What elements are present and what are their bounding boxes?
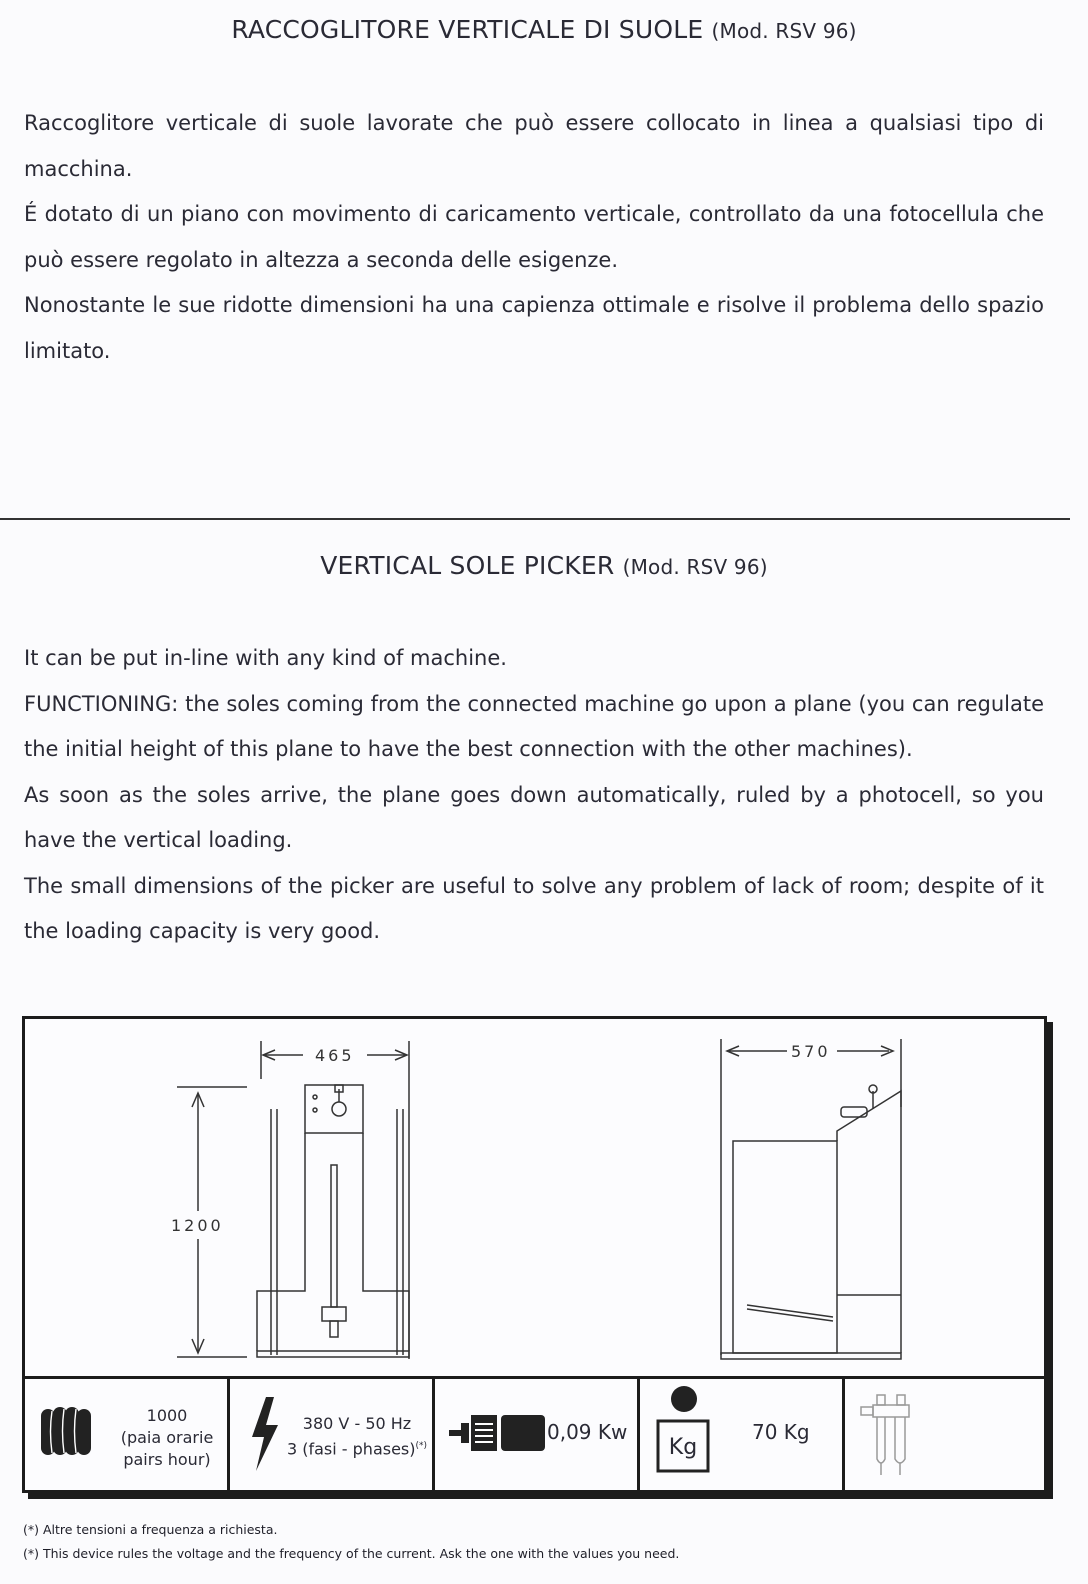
english-paragraph: As soon as the soles arrive, the plane goes down automatically, ruled by a photocell, so you have the vertical loading. bbox=[24, 782, 1044, 852]
production-unit-it: (paia orarie bbox=[120, 1428, 214, 1447]
production-unit-en: pairs hour) bbox=[123, 1450, 211, 1469]
weight-icon bbox=[652, 1385, 710, 1477]
spec-production bbox=[25, 1379, 230, 1493]
production-value: 1000 bbox=[146, 1406, 188, 1425]
weight-value: 70 Kg bbox=[752, 1420, 810, 1444]
english-paragraph: It can be put in-line with any kind of machine. bbox=[24, 646, 507, 670]
phases: 3 (fasi - phases) bbox=[286, 1439, 416, 1459]
weight-icon-label: Kg bbox=[668, 1435, 698, 1460]
spec-motor-power bbox=[435, 1379, 640, 1493]
italian-title bbox=[0, 15, 1088, 44]
spec-air-supply bbox=[845, 1379, 1044, 1493]
spec-weight bbox=[640, 1379, 845, 1493]
english-model: (Mod. RSV 96) bbox=[622, 555, 768, 579]
italian-paragraph: Nonostante le sue ridotte dimensioni ha una capienza ottimale e risolve il problema dello spazio limitato. bbox=[24, 293, 1044, 363]
english-paragraph: FUNCTIONING: the soles coming from the connected machine go upon a plane (you can regulate the initial height of this plane to have the best connection with the other machines). bbox=[24, 691, 1044, 761]
height-dimension: 1200 bbox=[171, 1216, 224, 1235]
spec-row bbox=[25, 1376, 1044, 1493]
footnote-mark: (*) bbox=[415, 1441, 428, 1451]
air-filter-icon bbox=[855, 1387, 915, 1477]
lightning-icon bbox=[244, 1395, 284, 1473]
production-text bbox=[113, 1405, 221, 1471]
italian-paragraph: É dotato di un piano con movimento di caricamento verticale, controllato da una fotocellula che può essere regolato in altezza a seconda delle esigenze. bbox=[24, 202, 1044, 272]
side-width-dimension: 570 bbox=[791, 1042, 831, 1061]
english-description bbox=[24, 636, 1044, 955]
technical-drawing bbox=[25, 1019, 1044, 1376]
soles-icon bbox=[37, 1403, 99, 1461]
spec-power-supply bbox=[230, 1379, 435, 1493]
spec-sheet bbox=[22, 1016, 1047, 1493]
motor-power-value: 0,09 Kw bbox=[547, 1420, 628, 1444]
english-title-text: VERTICAL SOLE PICKER bbox=[320, 551, 615, 580]
voltage-frequency: 380 V - 50 Hz bbox=[302, 1414, 412, 1433]
footnote-english: (*) This device rules the voltage and the frequency of the current. Ask the one with the values you need. bbox=[23, 1546, 680, 1561]
italian-paragraph: Raccoglitore verticale di suole lavorate che può essere collocato in linea a qualsiasi tipo di macchina. bbox=[24, 111, 1044, 181]
power-supply-text bbox=[282, 1413, 432, 1460]
italian-model: (Mod. RSV 96) bbox=[711, 19, 857, 43]
front-width-dimension: 465 bbox=[315, 1046, 355, 1065]
motor-icon bbox=[449, 1413, 549, 1453]
section-divider bbox=[0, 518, 1070, 520]
italian-title-text: RACCOGLITORE VERTICALE DI SUOLE bbox=[231, 15, 704, 44]
italian-description bbox=[24, 101, 1044, 374]
english-title bbox=[0, 551, 1088, 580]
footnote-italian: (*) Altre tensioni a frequenza a richiesta. bbox=[23, 1522, 278, 1537]
english-paragraph: The small dimensions of the picker are useful to solve any problem of lack of room; despite of it the loading capacity is very good. bbox=[24, 873, 1044, 943]
